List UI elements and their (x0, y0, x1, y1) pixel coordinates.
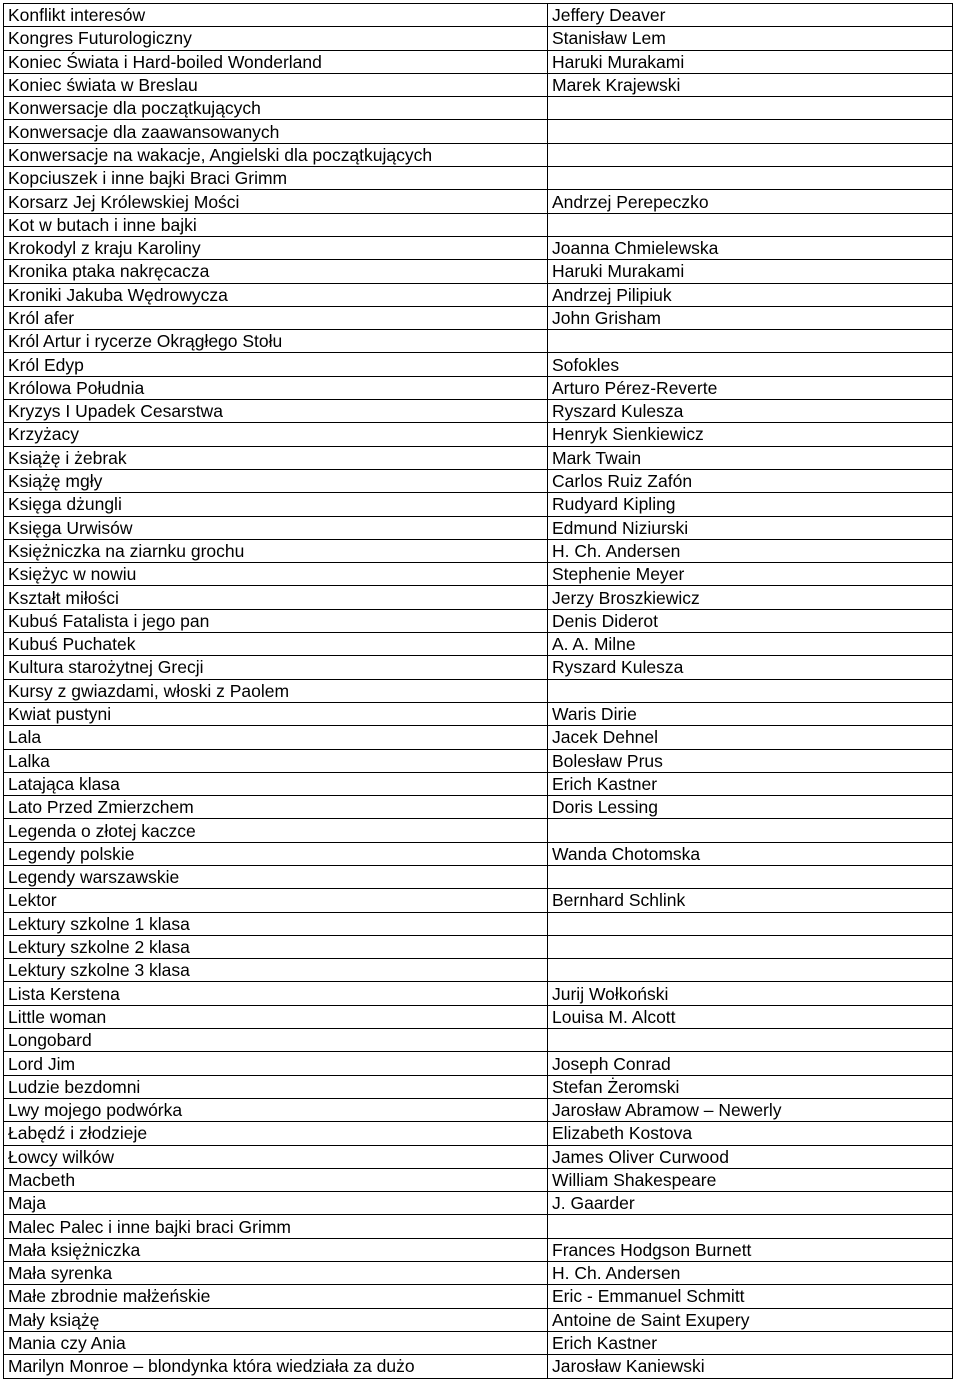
book-title-cell: Korsarz Jej Królewskiej Mości (4, 190, 548, 213)
book-author-cell: A. A. Milne (548, 633, 953, 656)
book-author-cell: Denis Diderot (548, 609, 953, 632)
book-title-cell: Latająca klasa (4, 772, 548, 795)
table-row (4, 959, 953, 982)
table-row (4, 167, 953, 190)
book-title-cell: Mania czy Ania (4, 1331, 548, 1354)
book-author-cell: J. Gaarder (548, 1192, 953, 1215)
book-author-cell (548, 120, 953, 143)
book-title-cell: Kształt miłości (4, 586, 548, 609)
book-author-cell: Elizabeth Kostova (548, 1122, 953, 1145)
book-author-cell: Bolesław Prus (548, 749, 953, 772)
book-author-cell: Arturo Pérez-Reverte (548, 376, 953, 399)
book-title-cell: Księga dżungli (4, 493, 548, 516)
book-title-cell: Mała syrenka (4, 1262, 548, 1285)
book-author-cell: Jurij Wołkoński (548, 982, 953, 1005)
book-author-cell: Stephenie Meyer (548, 563, 953, 586)
book-title-cell: Król afer (4, 306, 548, 329)
table-row (4, 1238, 953, 1261)
book-author-cell: Rudyard Kipling (548, 493, 953, 516)
table-row (4, 353, 953, 376)
book-author-cell (548, 959, 953, 982)
book-title-cell: Lala (4, 726, 548, 749)
table-row (4, 1215, 953, 1238)
book-title-cell: Koniec świata w Breslau (4, 73, 548, 96)
book-title-cell: Lektury szkolne 1 klasa (4, 912, 548, 935)
book-author-cell (548, 97, 953, 120)
book-title-cell: Księżniczka na ziarnku grochu (4, 539, 548, 562)
book-title-cell: Książę i żebrak (4, 446, 548, 469)
book-author-cell: James Oliver Curwood (548, 1145, 953, 1168)
book-author-cell (548, 1215, 953, 1238)
book-title-cell: Król Edyp (4, 353, 548, 376)
table-row (4, 1308, 953, 1331)
table-row (4, 1029, 953, 1052)
book-author-cell (548, 213, 953, 236)
table-row (4, 493, 953, 516)
book-author-cell: Haruki Murakami (548, 50, 953, 73)
book-author-cell (548, 330, 953, 353)
table-row (4, 190, 953, 213)
table-row (4, 656, 953, 679)
book-title-cell: Marilyn Monroe – blondynka która wiedziała za dużo (4, 1355, 548, 1378)
book-title-cell: Łabędź i złodzieje (4, 1122, 548, 1145)
table-row (4, 143, 953, 166)
table-row (4, 1145, 953, 1168)
book-author-cell (548, 935, 953, 958)
book-title-cell: Little woman (4, 1005, 548, 1028)
table-row (4, 889, 953, 912)
book-title-cell: Kursy z gwiazdami, włoski z Paolem (4, 679, 548, 702)
book-title-cell: Łowcy wilków (4, 1145, 548, 1168)
book-title-cell: Krokodyl z kraju Karoliny (4, 236, 548, 259)
table-row (4, 539, 953, 562)
book-author-cell: Ryszard Kulesza (548, 656, 953, 679)
table-row (4, 306, 953, 329)
book-title-cell: Konwersacje dla zaawansowanych (4, 120, 548, 143)
book-author-cell: Marek Krajewski (548, 73, 953, 96)
book-title-cell: Kot w butach i inne bajki (4, 213, 548, 236)
table-row (4, 865, 953, 888)
book-title-cell: Kultura starożytnej Grecji (4, 656, 548, 679)
book-title-cell: Ludzie bezdomni (4, 1075, 548, 1098)
table-row (4, 50, 953, 73)
book-title-cell: Małe zbrodnie małżeńskie (4, 1285, 548, 1308)
book-title-cell: Legenda o złotej kaczce (4, 819, 548, 842)
book-author-cell: Wanda Chotomska (548, 842, 953, 865)
book-author-cell: Jarosław Abramow – Newerly (548, 1098, 953, 1121)
book-title-cell: Królowa Południa (4, 376, 548, 399)
table-row (4, 563, 953, 586)
book-author-cell: Doris Lessing (548, 796, 953, 819)
book-author-cell: Stanisław Lem (548, 27, 953, 50)
table-row (4, 1075, 953, 1098)
book-title-cell: Książę mgły (4, 469, 548, 492)
table-row (4, 4, 953, 27)
book-author-cell: Antoine de Saint Exupery (548, 1308, 953, 1331)
book-author-cell (548, 912, 953, 935)
table-row (4, 1285, 953, 1308)
book-author-cell: Waris Dirie (548, 702, 953, 725)
book-author-cell: Haruki Murakami (548, 260, 953, 283)
book-author-cell (548, 143, 953, 166)
book-title-cell: Mała księżniczka (4, 1238, 548, 1261)
table-row (4, 97, 953, 120)
book-title-cell: Mały książę (4, 1308, 548, 1331)
book-list-table (3, 3, 953, 1379)
book-author-cell: Joseph Conrad (548, 1052, 953, 1075)
book-author-cell: Bernhard Schlink (548, 889, 953, 912)
table-row (4, 376, 953, 399)
table-row (4, 819, 953, 842)
table-row (4, 633, 953, 656)
book-author-cell: Andrzej Perepeczko (548, 190, 953, 213)
book-title-cell: Lato Przed Zmierzchem (4, 796, 548, 819)
book-author-cell (548, 167, 953, 190)
book-title-cell: Legendy warszawskie (4, 865, 548, 888)
book-title-cell: Lord Jim (4, 1052, 548, 1075)
table-row (4, 912, 953, 935)
table-row (4, 1331, 953, 1354)
book-author-cell: Erich Kastner (548, 1331, 953, 1354)
table-row (4, 73, 953, 96)
table-row (4, 586, 953, 609)
table-row (4, 423, 953, 446)
book-title-cell: Macbeth (4, 1168, 548, 1191)
book-author-cell: Louisa M. Alcott (548, 1005, 953, 1028)
table-row (4, 1168, 953, 1191)
book-author-cell (548, 679, 953, 702)
book-title-cell: Lwy mojego podwórka (4, 1098, 548, 1121)
table-row (4, 702, 953, 725)
table-row (4, 516, 953, 539)
book-author-cell (548, 865, 953, 888)
table-row (4, 1005, 953, 1028)
book-title-cell: Lektor (4, 889, 548, 912)
book-author-cell: William Shakespeare (548, 1168, 953, 1191)
book-author-cell: Stefan Żeromski (548, 1075, 953, 1098)
table-row (4, 400, 953, 423)
table-row (4, 1192, 953, 1215)
book-title-cell: Konflikt interesów (4, 4, 548, 27)
table-row (4, 260, 953, 283)
book-title-cell: Kopciuszek i inne bajki Braci Grimm (4, 167, 548, 190)
book-author-cell: H. Ch. Andersen (548, 539, 953, 562)
table-row (4, 1122, 953, 1145)
book-title-cell: Konwersacje dla początkujących (4, 97, 548, 120)
book-title-cell: Lektury szkolne 3 klasa (4, 959, 548, 982)
book-title-cell: Księżyc w nowiu (4, 563, 548, 586)
table-row (4, 120, 953, 143)
book-author-cell: Jerzy Broszkiewicz (548, 586, 953, 609)
book-author-cell: Sofokles (548, 353, 953, 376)
table-row (4, 1355, 953, 1378)
book-title-cell: Maja (4, 1192, 548, 1215)
table-row (4, 469, 953, 492)
book-title-cell: Kryzys I Upadek Cesarstwa (4, 400, 548, 423)
book-author-cell: Joanna Chmielewska (548, 236, 953, 259)
table-row (4, 772, 953, 795)
book-author-cell: Jacek Dehnel (548, 726, 953, 749)
book-author-cell: Henryk Sienkiewicz (548, 423, 953, 446)
book-title-cell: Krzyżacy (4, 423, 548, 446)
table-row (4, 679, 953, 702)
book-author-cell: Eric - Emmanuel Schmitt (548, 1285, 953, 1308)
book-title-cell: Król Artur i rycerze Okrągłego Stołu (4, 330, 548, 353)
book-author-cell: H. Ch. Andersen (548, 1262, 953, 1285)
book-author-cell: Carlos Ruiz Zafón (548, 469, 953, 492)
book-title-cell: Longobard (4, 1029, 548, 1052)
table-row (4, 213, 953, 236)
table-row (4, 283, 953, 306)
book-author-cell (548, 819, 953, 842)
book-title-cell: Księga Urwisów (4, 516, 548, 539)
book-title-cell: Kwiat pustyni (4, 702, 548, 725)
book-title-cell: Lektury szkolne 2 klasa (4, 935, 548, 958)
book-title-cell: Kubuś Puchatek (4, 633, 548, 656)
table-row (4, 749, 953, 772)
book-title-cell: Koniec Świata i Hard-boiled Wonderland (4, 50, 548, 73)
book-author-cell: Ryszard Kulesza (548, 400, 953, 423)
book-title-cell: Kongres Futurologiczny (4, 27, 548, 50)
table-row (4, 796, 953, 819)
book-title-cell: Kronika ptaka nakręcacza (4, 260, 548, 283)
table-row (4, 446, 953, 469)
book-author-cell: Mark Twain (548, 446, 953, 469)
table-row (4, 982, 953, 1005)
book-author-cell: Edmund Niziurski (548, 516, 953, 539)
book-title-cell: Legendy polskie (4, 842, 548, 865)
book-author-cell: Erich Kastner (548, 772, 953, 795)
book-title-cell: Kubuś Fatalista i jego pan (4, 609, 548, 632)
book-title-cell: Konwersacje na wakacje, Angielski dla początkujących (4, 143, 548, 166)
table-row (4, 609, 953, 632)
table-row (4, 1262, 953, 1285)
table-row (4, 330, 953, 353)
book-author-cell: Jeffery Deaver (548, 4, 953, 27)
book-list-body (4, 4, 953, 1379)
table-row (4, 842, 953, 865)
table-row (4, 236, 953, 259)
table-row (4, 1052, 953, 1075)
table-row (4, 1098, 953, 1121)
book-author-cell: Andrzej Pilipiuk (548, 283, 953, 306)
book-title-cell: Lalka (4, 749, 548, 772)
table-row (4, 726, 953, 749)
book-title-cell: Kroniki Jakuba Wędrowycza (4, 283, 548, 306)
book-author-cell: Frances Hodgson Burnett (548, 1238, 953, 1261)
book-author-cell (548, 1029, 953, 1052)
table-row (4, 27, 953, 50)
book-author-cell: Jarosław Kaniewski (548, 1355, 953, 1378)
table-row (4, 935, 953, 958)
book-author-cell: John Grisham (548, 306, 953, 329)
book-title-cell: Lista Kerstena (4, 982, 548, 1005)
book-title-cell: Malec Palec i inne bajki braci Grimm (4, 1215, 548, 1238)
